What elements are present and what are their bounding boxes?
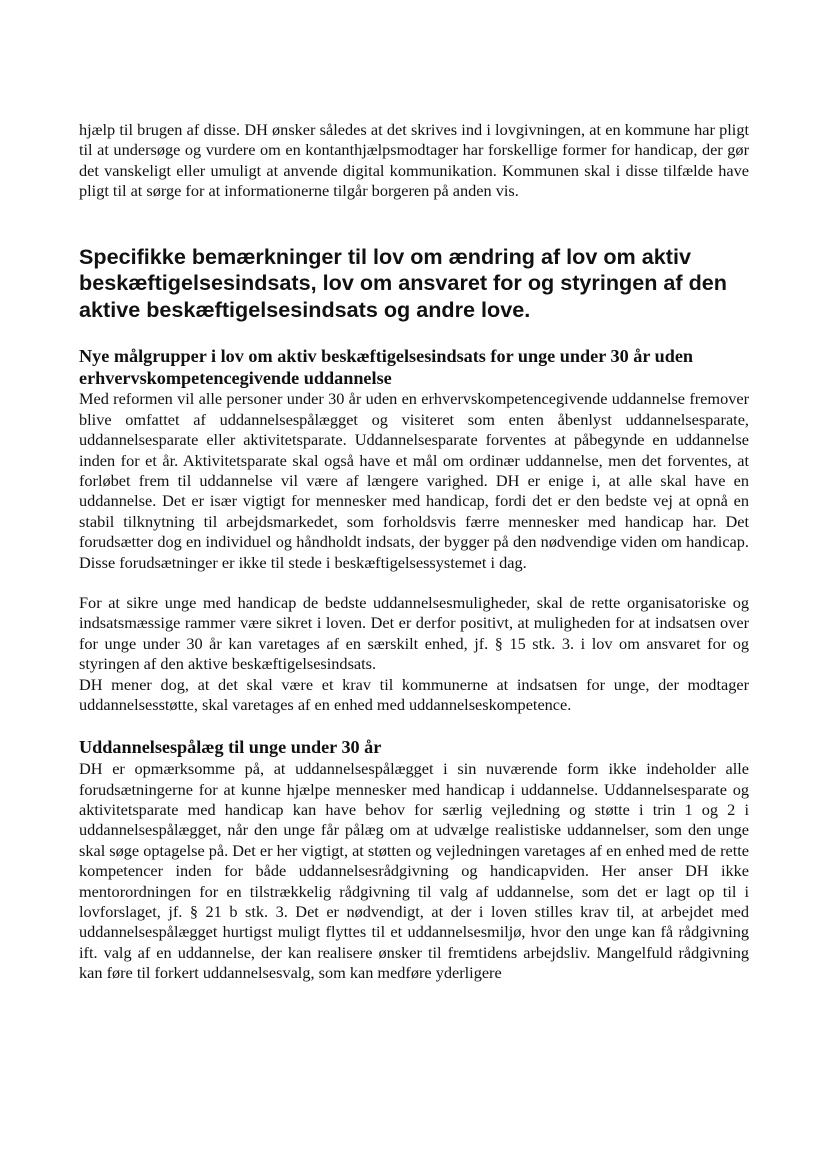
intro-paragraph: hjælp til brugen af disse. DH ønsker således at det skrives ind i lovgivningen, at en kommune har pligt til at undersøge og vurdere om en kontanthjælpsmodtager har forskellige former for handicap, der gør det vanskeligt eller umuligt at anvende digital kommunikation. Kommunen skal i disse tilfælde have pligt til at sørge for at informationerne tilgår borgeren på anden vis. — [79, 120, 749, 201]
section-heading-new-target-groups: Nye målgrupper i lov om aktiv beskæftigelsesindsats for unge under 30 år uden erhvervskompetencegivende uddannelse — [79, 345, 694, 388]
main-heading: Specifikke bemærkninger til lov om ændring af lov om aktiv beskæftigelsesindsats, lov om ansvaret for og styringen af den aktive beskæftigelsesindsats og andre love. — [79, 243, 727, 323]
section2-paragraph-1: DH er opmærksomme på, at uddannelsespålægget i sin nuværende form ikke indeholder alle forudsætningerne for at kunne hjælpe mennesker med handicap i uddannelse. Uddannelsesparate og aktivitetsparate med handicap kan have behov for særlig vejledning og støtte i trin 1 og 2 i uddannelsespålægget, når den unge får pålæg om at udvælge realistiske uddannelser, som den unge skal søge optagelse på. Det er her vigtigt, at støtten og vejledningen varetages af en enhed med de rette kompetencer inden for både uddannelsesrådgivning og handicapviden. Her anser DH ikke mentorordningen for en tilstrækkelig rådgivning til valg af uddannelse, som det er lagt op til i lovforslaget, jf. § 21 b stk. 3. Det er nødvendigt, at der i loven stilles krav til, at arbejdet med uddannelsespålægget hurtigst muligt flyttes til et uddannelsesmiljø, hvor den unge kan få rådgivning ift. valg af en uddannelse, der kan realisere ønsker til fremtidens arbejdsliv. Mangelfuld rådgivning kan føre til forkert uddannelsesvalg, som kan medføre yderligere — [79, 759, 750, 983]
document-body — [79, 120, 749, 984]
section1-paragraph-2: For at sikre unge med handicap de bedste uddannelsesmuligheder, skal de rette organisatoriske og indsatsmæssige rammer være sikret i loven. Det er derfor positivt, at muligheden for at indsatsen over for unge under 30 år kan varetages af en særskilt enhed, jf. § 15 stk. 3. i lov om ansvaret for og styringen af den aktive beskæftigelsesindsats. — [79, 592, 749, 674]
section1-paragraph-1: Med reformen vil alle personer under 30 år uden en erhvervskompetencegivende uddannelse fremover blive omfattet af uddannelsespålægget og visiteret som enten åbenlyst uddannelsesparate, uddannelsesparate eller aktivitetsparate. Uddannelsesparate forventes at påbegynde en uddannelse inden for et år. Aktivitetsparate skal også have et mål om ordinær uddannelse, men det forventes, at forløbet frem til uddannelse vil være af længere varighed. DH er enige i, at alle skal have en uddannelse. Det er især vigtigt for mennesker med handicap, fordi det er den bedste vej at opnå en stabil tilknytning til arbejdsmarkedet, som forholdsvis færre mennesker med handicap har. Det forudsætter dog en individuel og håndholdt indsats, der bygger på den nødvendige viden om handicap. Disse forudsætninger er ikke til stede i beskæftigelsessystemet i dag. — [79, 389, 749, 572]
section1-paragraph-3: DH mener dog, at det skal være et krav til kommunerne at indsatsen for unge, der modtager uddannelsesstøtte, skal varetages af en enhed med uddannelseskompetence. — [79, 674, 749, 715]
section-heading-education-order: Uddannelsespålæg til unge under 30 år — [79, 737, 382, 758]
